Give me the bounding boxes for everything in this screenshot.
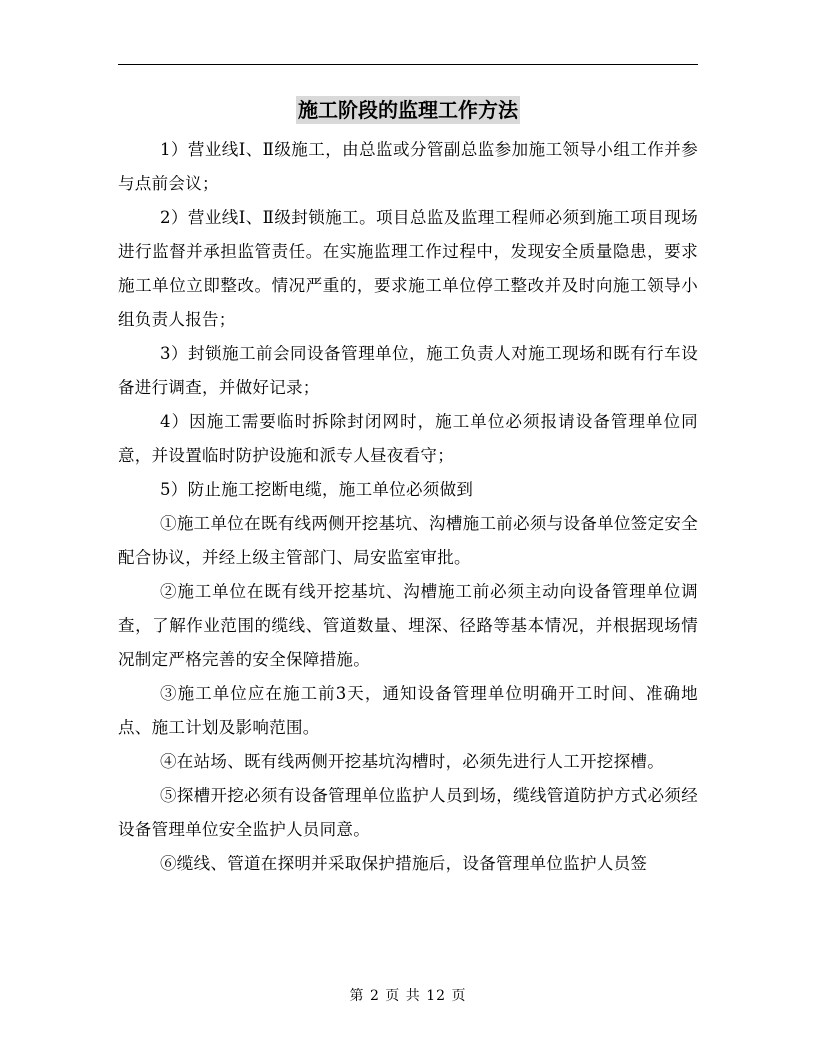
paragraph: 5）防止施工挖断电缆，施工单位必须做到 bbox=[160, 480, 474, 499]
document-body bbox=[118, 133, 698, 881]
paragraph: 3）封锁施工前会同设备管理单位，施工负责人对施工现场和既有行车设备进行调查，并做好记录； bbox=[118, 344, 698, 397]
page-number-footer: 第 2 页 共 12 页 bbox=[349, 988, 467, 1004]
document-title: 施工阶段的监理工作方法 bbox=[298, 98, 518, 122]
paragraph: 4）因施工需要临时拆除封闭网时，施工单位必须报请设备管理单位同意，并设置临时防护设施和派专人昼夜看守； bbox=[118, 412, 698, 465]
paragraph: ①施工单位在既有线两侧开挖基坑、沟槽施工前必须与设备单位签定安全配合协议，并经上级主管部门、局安监室审批。 bbox=[118, 514, 698, 567]
paragraph: 2）营业线Ⅰ、Ⅱ级封锁施工。项目总监及监理工程师必须到施工项目现场进行监督并承担监管责任。在实施监理工作过程中，发现安全质量隐患，要求施工单位立即整改。情况严重的，要求施工单位停工整改并及时向施工领导小组负责人报告； bbox=[118, 208, 698, 329]
paragraph: ④在站场、既有线两侧开挖基坑沟槽时，必须先进行人工开挖探槽。 bbox=[160, 752, 664, 771]
paragraph: ③施工单位应在施工前3天，通知设备管理单位明确开工时间、准确地点、施工计划及影响范围。 bbox=[118, 684, 698, 737]
paragraph: 1）营业线Ⅰ、Ⅱ级施工，由总监或分管副总监参加施工领导小组工作并参与点前会议； bbox=[118, 140, 698, 193]
title-container bbox=[0, 96, 816, 124]
header-rule bbox=[118, 64, 698, 65]
paragraph: ⑤探槽开挖必须有设备管理单位监护人员到场，缆线管道防护方式必须经设备管理单位安全监护人员同意。 bbox=[118, 786, 698, 839]
paragraph: ②施工单位在既有线开挖基坑、沟槽施工前必须主动向设备管理单位调查，了解作业范围的缆线、管道数量、埋深、径路等基本情况，并根据现场情况制定严格完善的安全保障措施。 bbox=[118, 582, 698, 669]
paragraph: ⑥缆线、管道在探明并采取保护措施后，设备管理单位监护人员签 bbox=[160, 854, 648, 873]
